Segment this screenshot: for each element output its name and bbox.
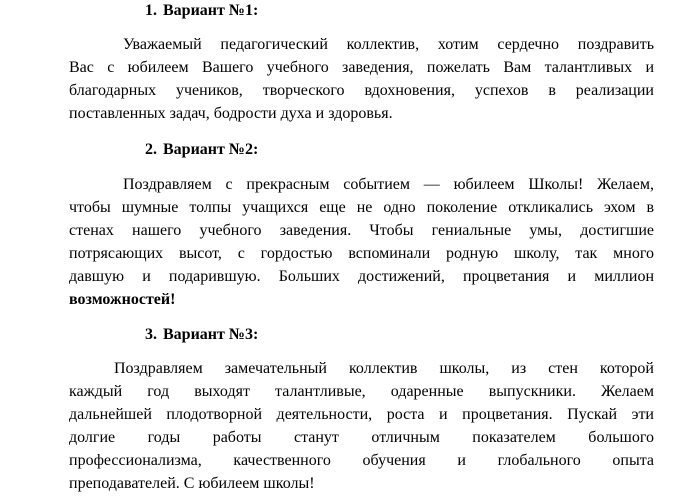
paragraph-line: каждый год выходят талантливые, одаренные выпускники. Желаем bbox=[69, 383, 654, 400]
paragraph-line: возможностей! bbox=[69, 291, 176, 308]
section-1-heading bbox=[145, 1, 258, 21]
paragraph-line: дальнейшей плодотворной деятельности, роста и процветания. Пускай эти bbox=[69, 406, 654, 423]
section-3-number: 3. bbox=[145, 326, 157, 343]
paragraph-line: Уважаемый педагогический коллектив, хотим сердечно поздравить bbox=[123, 36, 654, 53]
section-2-heading bbox=[145, 140, 258, 160]
paragraph-line: профессионализма, качественного обучения и глобального опыта bbox=[69, 452, 654, 469]
section-2-paragraph bbox=[69, 173, 654, 311]
section-3-paragraph bbox=[69, 357, 654, 495]
paragraph-line: долгие годы работы станут отличным показателем большого bbox=[69, 429, 654, 446]
paragraph-line: Вас с юбилеем Вашего учебного заведения, пожелать Вам талантливых и bbox=[69, 59, 654, 76]
paragraph-line: стенах нашего учебного заведения. Чтобы гениальные умы, достигшие bbox=[69, 222, 654, 239]
paragraph-line: благодарных учеников, творческого вдохновения, успехов в реализации bbox=[69, 82, 654, 99]
section-2-title: Вариант №2: bbox=[163, 141, 259, 158]
paragraph-line: преподавателей. С юбилеем школы! bbox=[69, 475, 315, 492]
section-2-number: 2. bbox=[145, 141, 157, 158]
section-1-title: Вариант №1: bbox=[163, 2, 259, 19]
paragraph-line: чтобы шумные толпы учащихся еще не одно поколение откликались эхом в bbox=[69, 199, 654, 216]
section-3-heading bbox=[145, 325, 258, 345]
paragraph-line: Поздравляем с прекрасным событием — юбилеем Школы! Желаем, bbox=[123, 176, 654, 193]
paragraph-line: Поздравляем замечательный коллектив школы, из стен которой bbox=[114, 360, 654, 377]
paragraph-line: давшую и подарившую. Больших достижений, процветания и миллион bbox=[69, 268, 654, 285]
section-1-number: 1. bbox=[145, 2, 157, 19]
paragraph-line: потрясающих высот, с гордостью вспоминали родную школу, так много bbox=[69, 245, 654, 262]
section-1-paragraph bbox=[69, 33, 654, 125]
section-3-title: Вариант №3: bbox=[163, 326, 259, 343]
paragraph-line: поставленных задач, бодрости духа и здоровья. bbox=[69, 105, 393, 122]
